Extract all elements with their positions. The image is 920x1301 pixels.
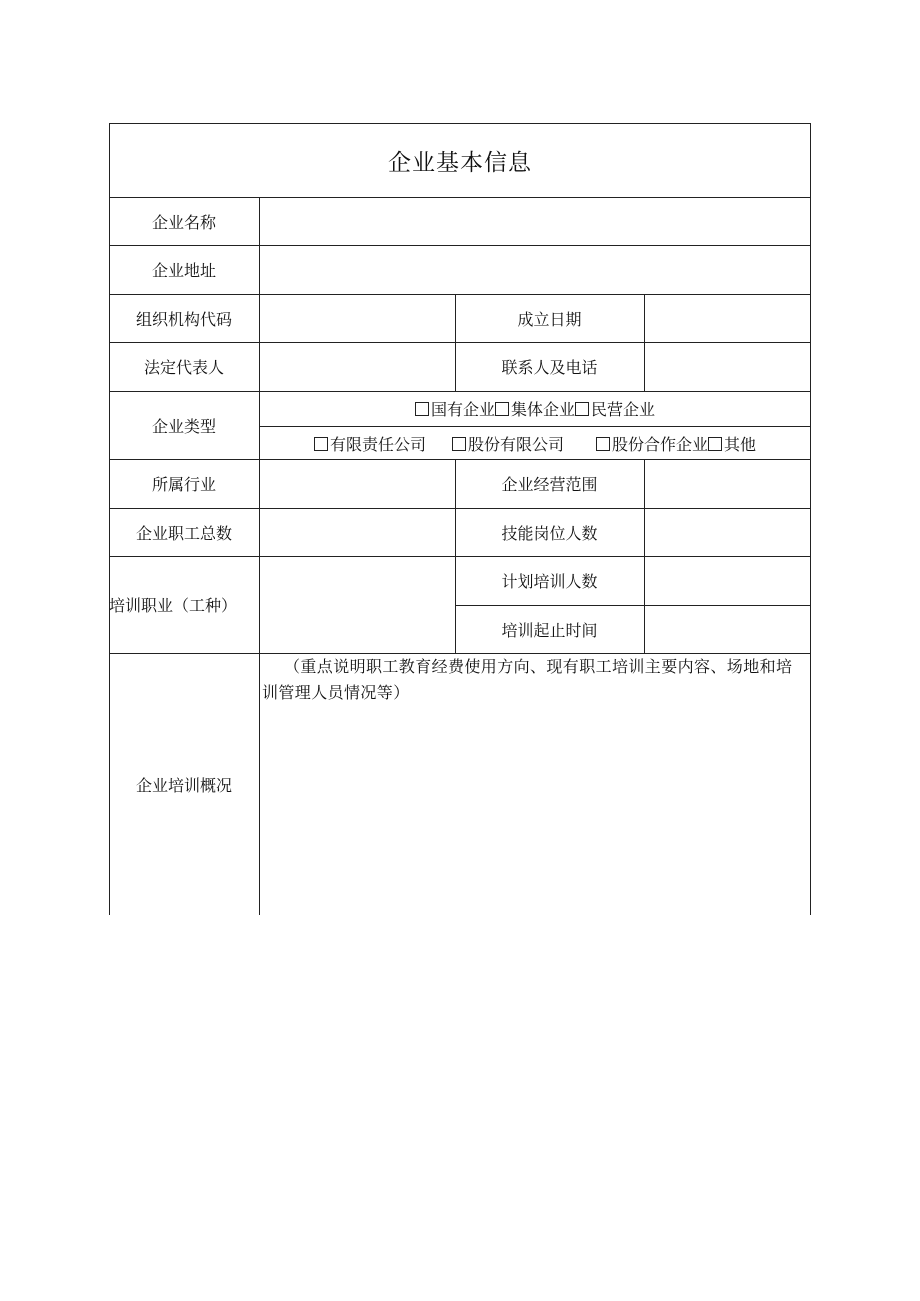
company-type-option[interactable]: 集体企业 xyxy=(495,397,575,420)
business-scope-field[interactable] xyxy=(645,460,810,508)
label-company-type: 企业类型 xyxy=(151,416,216,436)
label-planned-trainees: 计划培训人数 xyxy=(501,572,598,591)
label-company-address: 企业地址 xyxy=(151,261,216,280)
planned-trainees-field[interactable] xyxy=(645,557,810,605)
total-staff-field[interactable] xyxy=(260,509,455,556)
enterprise-info-form xyxy=(109,123,811,915)
company-type-option[interactable]: 其他 xyxy=(708,432,756,455)
label-training-overview: 企业培训概况 xyxy=(135,776,232,795)
label-contact-phone: 联系人及电话 xyxy=(501,358,598,377)
checkbox-icon[interactable] xyxy=(452,437,466,451)
label-company-name: 企业名称 xyxy=(151,212,216,232)
company-type-option[interactable]: 股份有限公司 xyxy=(452,432,564,455)
training-occupation-field[interactable] xyxy=(260,557,455,653)
checkbox-icon[interactable] xyxy=(415,402,429,416)
label-established-date: 成立日期 xyxy=(517,309,582,329)
company-type-option[interactable]: 有限责任公司 xyxy=(314,432,426,455)
training-overview-note: （重点说明职工教育经费使用方向、现有职工培训主要内容、场地和培训管理人员情况等） xyxy=(262,657,793,702)
label-business-scope: 企业经营范围 xyxy=(501,475,598,494)
company-type-options-row1 xyxy=(260,391,810,426)
label-industry: 所属行业 xyxy=(151,475,216,494)
label-total-staff: 企业职工总数 xyxy=(135,523,232,543)
label-skilled-staff: 技能岗位人数 xyxy=(501,523,598,543)
skilled-staff-field[interactable] xyxy=(645,509,810,556)
checkbox-icon[interactable] xyxy=(596,437,610,451)
border-right xyxy=(810,123,811,915)
company-type-option[interactable]: 民营企业 xyxy=(575,397,655,420)
label-training-occupation: 培训职业（工种） xyxy=(109,596,238,615)
checkbox-icon[interactable] xyxy=(314,437,328,451)
checkbox-icon[interactable] xyxy=(575,402,589,416)
checkbox-icon[interactable] xyxy=(495,402,509,416)
established-date-field[interactable] xyxy=(645,295,810,342)
form-title: 企业基本信息 xyxy=(388,149,532,176)
company-type-options-row2 xyxy=(260,427,810,459)
label-org-code: 组织机构代码 xyxy=(135,309,232,329)
company-address-field[interactable] xyxy=(260,246,810,294)
training-period-field[interactable] xyxy=(645,606,810,653)
checkbox-icon[interactable] xyxy=(708,437,722,451)
label-training-period: 培训起止时间 xyxy=(501,620,598,640)
company-name-field[interactable] xyxy=(260,198,810,245)
contact-phone-field[interactable] xyxy=(645,343,810,391)
org-code-field[interactable] xyxy=(260,295,455,342)
training-overview-field[interactable] xyxy=(260,654,810,915)
company-type-option[interactable]: 股份合作企业 xyxy=(596,432,708,455)
industry-field[interactable] xyxy=(260,460,455,508)
legal-rep-field[interactable] xyxy=(260,343,455,391)
label-legal-rep: 法定代表人 xyxy=(143,358,224,377)
company-type-option[interactable]: 国有企业 xyxy=(415,397,495,420)
